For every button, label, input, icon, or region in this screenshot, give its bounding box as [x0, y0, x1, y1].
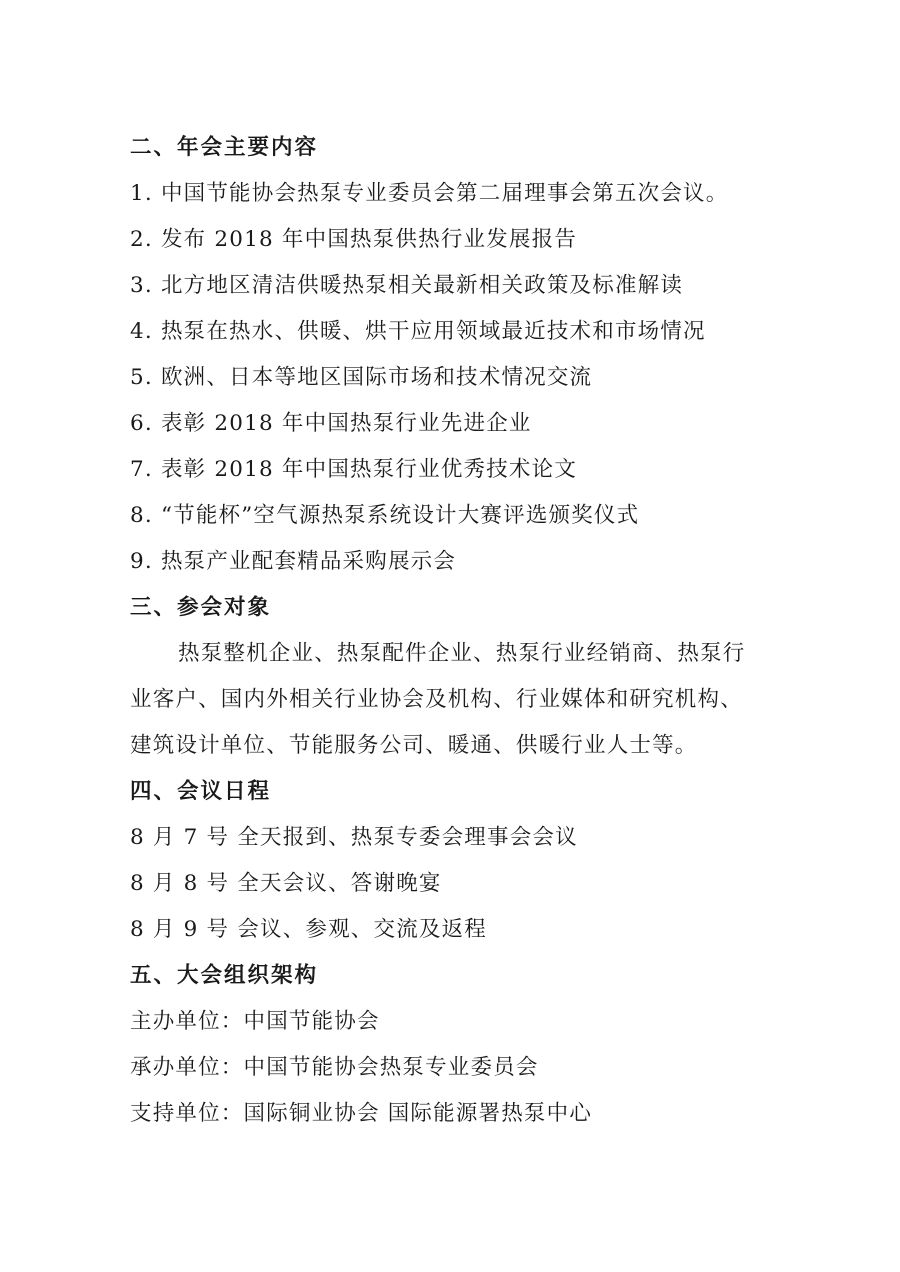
- schedule-row: 8 月 8 号 全天会议、答谢晚宴: [130, 871, 442, 896]
- section-heading-schedule: 四、会议日程: [130, 779, 272, 804]
- organizer-row: 主办单位：中国节能协会: [130, 1009, 380, 1034]
- list-item: 1. 中国节能协会热泵专业委员会第二届理事会第五次会议。: [130, 181, 729, 206]
- schedule-row: 8 月 7 号 全天报到、热泵专委会理事会会议: [130, 825, 578, 850]
- list-item: 7. 表彰 2018 年中国热泵行业优秀技术论文: [130, 457, 578, 482]
- paragraph-line: 建筑设计单位、节能服务公司、暖通、供暖行业人士等。: [130, 733, 698, 758]
- list-item: 2. 发布 2018 年中国热泵供热行业发展报告: [130, 227, 578, 252]
- paragraph-line: 热泵整机企业、热泵配件企业、热泵行业经销商、热泵行: [178, 641, 746, 666]
- list-item: 6. 表彰 2018 年中国热泵行业先进企业: [130, 411, 532, 436]
- list-item: 3. 北方地区清洁供暖热泵相关最新相关政策及标准解读: [130, 273, 684, 298]
- list-item: 9. 热泵产业配套精品采购展示会: [130, 549, 457, 574]
- paragraph-line: 业客户、国内外相关行业协会及机构、行业媒体和研究机构、: [130, 687, 743, 712]
- list-item: 8. “节能杯”空气源热泵系统设计大赛评选颁奖仪式: [130, 503, 640, 528]
- section-heading-attendees: 三、参会对象: [130, 595, 272, 620]
- organizer-row: 承办单位：中国节能协会热泵专业委员会: [130, 1055, 539, 1080]
- list-item: 5. 欧洲、日本等地区国际市场和技术情况交流: [130, 365, 593, 390]
- section-heading-content: 二、年会主要内容: [130, 135, 319, 160]
- organizer-row: 支持单位：国际铜业协会 国际能源署热泵中心: [130, 1101, 593, 1126]
- list-item: 4. 热泵在热水、供暖、烘干应用领域最近技术和市场情况: [130, 319, 706, 344]
- schedule-row: 8 月 9 号 会议、参观、交流及返程: [130, 917, 487, 942]
- section-heading-organization: 五、大会组织架构: [130, 963, 319, 988]
